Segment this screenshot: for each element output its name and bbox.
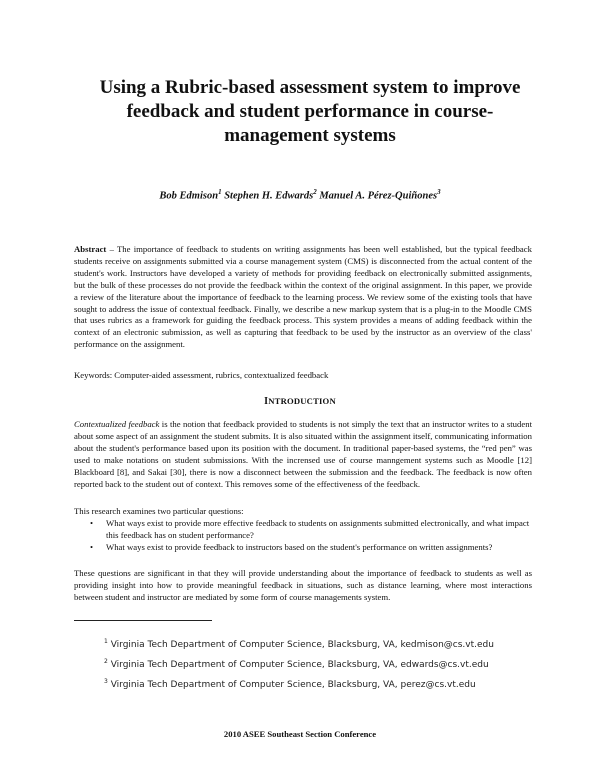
footnote-text: Virginia Tech Department of Computer Science, Blacksburg, VA, edwards@cs.vt.edu bbox=[110, 660, 489, 670]
heading-initial: I bbox=[264, 396, 269, 407]
footnote-text: Virginia Tech Department of Computer Science, Blacksburg, VA, kedmison@cs.vt.edu bbox=[110, 640, 494, 650]
author-name: Manuel A. Pérez-Quiñones bbox=[319, 190, 438, 202]
question-text: What ways exist to provide feedback to instructors based on the student's performance on written assignments? bbox=[106, 541, 493, 552]
research-questions bbox=[90, 518, 530, 554]
footnote-mark: 1 bbox=[104, 638, 108, 645]
author-footnote-mark: 3 bbox=[437, 188, 441, 196]
footnote-divider bbox=[74, 620, 212, 621]
abstract-text: – The importance of feedback to students on writing assignments has been well established, but the typical feedback students receive on assignments submitted via a course management system (CMS) is disconnected from the actual content of the student's work. Instructors have developed a variety of methods for providing feedback on electronically submitted assignments, but the bulk of these processes do not provide the feedback within the context of the original assignment. In this paper, we provide a review of the literature about the importance of feedback to the learning process. We review some of the existing tools that have sought to address the issue of contextual feedback. Finally, we describe a new markup system that is a plug-in to the Moodle CMS that uses rubrics as a framework for guiding the feedback process. This system provides a means of adding feedback within the context of an electronic submission, as well as capturing that feedback to be used by the instructor as an overview of the class' performance on the assignment. bbox=[74, 244, 532, 350]
intro-paragraph bbox=[74, 419, 532, 490]
significance-paragraph: These questions are significant in that they will provide understanding about the importance of feedback to students as well as providing insight into how to provide meaningful feedback in situations, such as distance learning, where most interactions between student and instructor are mediated by some form of course managements system. bbox=[74, 568, 532, 602]
research-intro: This research examines two particular questions: bbox=[74, 506, 244, 516]
heading-rest: NTRODUCTION bbox=[268, 396, 336, 406]
keywords: Keywords: Computer-aided assessment, rubrics, contextualized feedback bbox=[74, 370, 329, 380]
list-item bbox=[90, 518, 530, 542]
author-name: Stephen H. Edwards bbox=[224, 190, 314, 202]
intro-text: is the notion that feedback provided to students is not simply the text that an instructor writes to a student about some aspect of an assignment the student submits. It is also situated within the assignment itself, communicating information about the student's performance based upon its position with the document. In traditional paper-based systems, the “red pen” was used to make notations on student submissions. With the incrensed use of course manngement systems such as Moodle [12] Blackboard [8], and Sakai [30], there is now a disconnect between the submission and the feedback. The feedback is now often reported back to the student out of context. This removes some of the effectiveness of the feedback. bbox=[74, 419, 532, 489]
intro-emphasis: Contextualized feedback bbox=[74, 419, 160, 429]
author-footnote-mark: 2 bbox=[313, 188, 317, 196]
footnote bbox=[104, 658, 489, 670]
footnote-mark: 3 bbox=[104, 678, 108, 685]
footnote bbox=[104, 638, 494, 650]
paper-title: Using a Rubric-based assessment system to improve feedback and student performance in course-management systems bbox=[99, 77, 521, 146]
footnote bbox=[104, 678, 476, 690]
section-heading-introduction bbox=[0, 396, 600, 407]
author-line bbox=[0, 188, 600, 202]
list-item bbox=[90, 542, 530, 554]
author-name: Bob Edmison bbox=[159, 190, 219, 202]
page-footer: 2010 ASEE Southeast Section Conference bbox=[223, 729, 377, 739]
author-footnote-mark: 1 bbox=[218, 188, 222, 196]
question-text: What ways exist to provide more effective feedback to students on assignments submitted electronically, and what impact this feedback has on student performance? bbox=[106, 518, 530, 540]
footnote-text: Virginia Tech Department of Computer Science, Blacksburg, VA, perez@cs.vt.edu bbox=[110, 680, 476, 690]
bullet: • bbox=[90, 541, 94, 552]
abstract bbox=[74, 244, 532, 351]
abstract-label: Abstract bbox=[74, 244, 107, 254]
footnote-mark: 2 bbox=[104, 658, 108, 665]
bullet: • bbox=[90, 518, 94, 528]
